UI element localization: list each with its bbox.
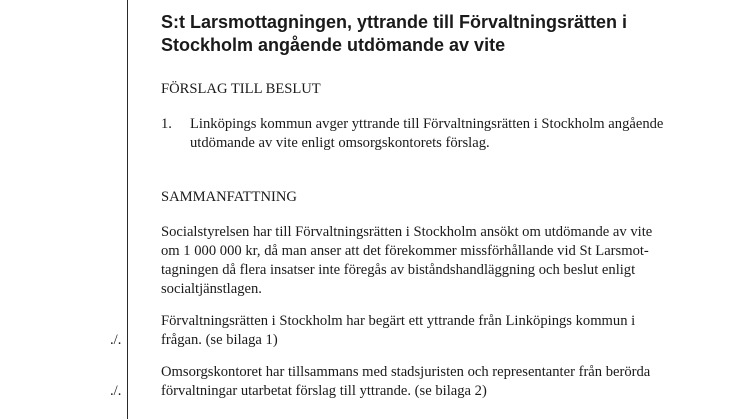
title-line-2: Stockholm angående utdömande av vite bbox=[161, 35, 506, 55]
title-line-1: S:t Larsmottagningen, yttrande till Förvaltningsrätten i bbox=[161, 12, 628, 32]
margin-rule bbox=[127, 0, 128, 419]
summary-p2-line-2: frågan. (se bilaga 1) bbox=[161, 332, 278, 348]
summary-p3-line-2: förvaltningar utarbetat förslag till yttrande. (se bilaga 2) bbox=[161, 383, 487, 399]
document-title bbox=[161, 11, 721, 57]
summary-p2-line-1: Förvaltningsrätten i Stockholm har begärt ett yttrande från Linköpings kommun i bbox=[161, 313, 636, 329]
proposal-item-text bbox=[190, 115, 663, 153]
summary-p1-line-1: Socialstyrelsen har till Förvaltningsrätten i Stockholm ansökt om utdömande av vite bbox=[161, 224, 653, 240]
proposal-heading: FÖRSLAG TILL BESLUT bbox=[161, 81, 321, 97]
summary-p1-line-2: om 1 000 000 kr, då man anser att det förekommer missförhållande vid St Larsmot- bbox=[161, 243, 649, 259]
summary-paragraph-2 bbox=[161, 312, 635, 350]
proposal-item-number: 1. bbox=[161, 116, 172, 132]
attachment-marker: ./. bbox=[110, 332, 122, 348]
proposal-item-line-1: Linköpings kommun avger yttrande till Förvaltningsrätten i Stockholm angående bbox=[190, 116, 664, 132]
summary-p1-line-4: socialtjänstlagen. bbox=[161, 281, 262, 297]
summary-heading: SAMMANFATTNING bbox=[161, 189, 297, 205]
attachment-marker: ./. bbox=[110, 383, 122, 399]
proposal-item-line-2: utdömande av vite enligt omsorgskontorets förslag. bbox=[190, 135, 490, 151]
summary-paragraph-3 bbox=[161, 363, 650, 401]
summary-p1-line-3: tagningen då flera insatser inte föregås av biståndshandläggning och beslut enligt bbox=[161, 262, 636, 278]
summary-paragraph-1 bbox=[161, 223, 652, 299]
summary-p3-line-1: Omsorgskontoret har tillsammans med stadsjuristen och representanter från berörda bbox=[161, 364, 651, 380]
